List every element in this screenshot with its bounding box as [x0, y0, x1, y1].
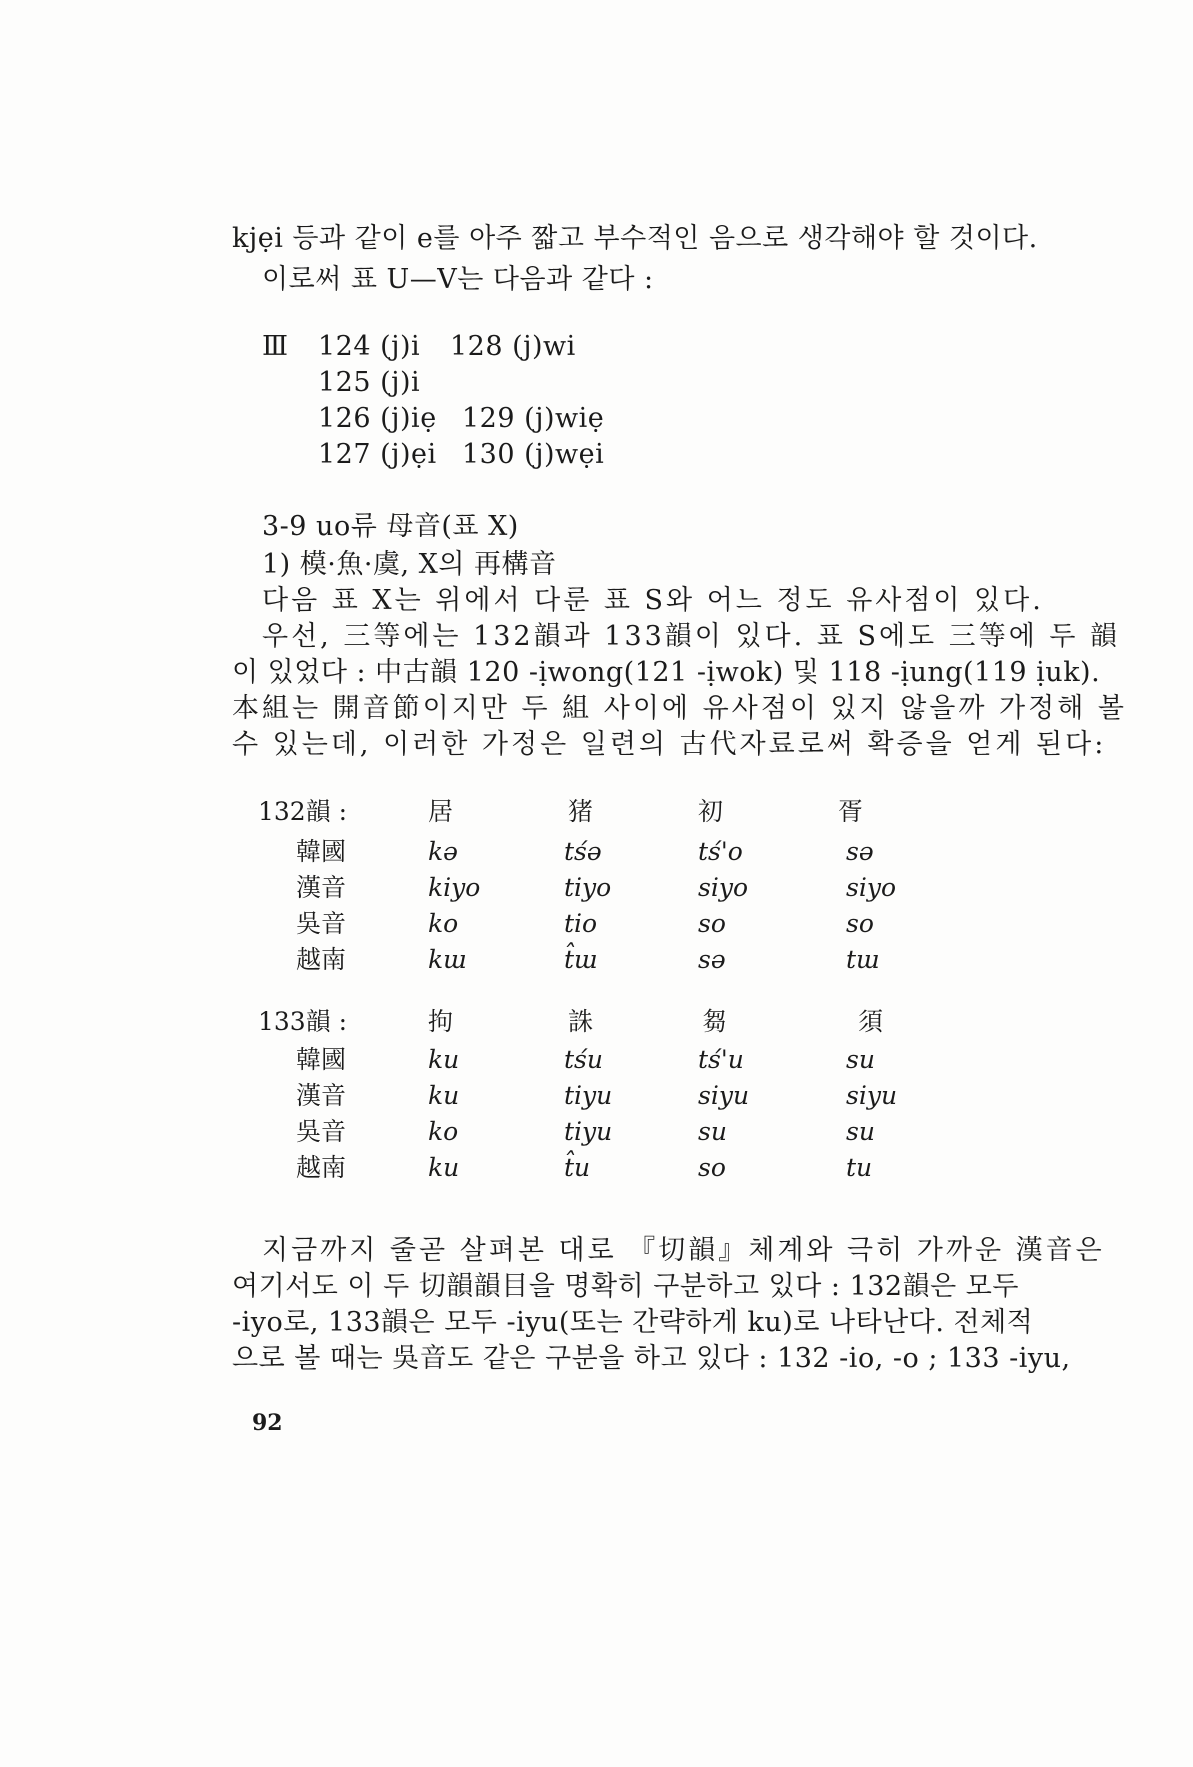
- table-cell: sə: [846, 837, 874, 866]
- table-row-label: 韓國: [296, 1045, 347, 1074]
- list-item: 126 (j)iẹ: [318, 403, 437, 434]
- table-cell: siyo: [846, 873, 896, 902]
- intro-line-1: kjẹi 등과 같이 e를 아주 짧고 부수적인 음으로 생각해야 할 것이다.: [232, 223, 1038, 254]
- table-cell: so: [698, 909, 726, 938]
- table-group-label: 133韻 :: [258, 1007, 348, 1036]
- table-cell: tu: [846, 1153, 873, 1182]
- table-row-label: 吳音: [296, 909, 347, 938]
- table-cell: ko: [428, 1117, 459, 1146]
- table-group-label: 132韻 :: [258, 797, 348, 826]
- table-character: 居: [428, 797, 454, 826]
- table-character: 猪: [568, 797, 594, 826]
- table-cell: tiyo: [564, 873, 612, 902]
- table-cell: t̂u: [564, 1153, 591, 1182]
- table-cell: su: [698, 1117, 727, 1146]
- intro-line-2: 이로써 표 U—V는 다음과 같다 :: [262, 264, 654, 295]
- table-cell: su: [846, 1117, 875, 1146]
- list-item: 129 (j)wiẹ: [462, 403, 605, 434]
- section-subheading: 1) 模·魚·虞, X의 再構音: [262, 549, 557, 580]
- table-cell: ko: [428, 909, 459, 938]
- table-row-label: 越南: [296, 1153, 347, 1182]
- table-cell: kə: [428, 837, 458, 866]
- table-character: 誅: [568, 1007, 594, 1036]
- table-cell: sə: [698, 945, 726, 974]
- list-item: 125 (j)i: [318, 367, 421, 398]
- table-cell: tśu: [564, 1045, 603, 1074]
- table-cell: tśə: [564, 837, 602, 866]
- table-cell: so: [846, 909, 874, 938]
- table-row-label: 韓國: [296, 837, 347, 866]
- paragraph-line: 이 있었다 : 中古韻 120 -ịwong(121 -ịwok) 및 118 -ịung(119 ịuk).: [232, 657, 1101, 688]
- page-number: 92: [252, 1410, 283, 1436]
- table-cell: so: [698, 1153, 726, 1182]
- table-cell: siyu: [698, 1081, 750, 1110]
- table-cell: t̂ɯ: [564, 945, 598, 974]
- table-cell: tio: [564, 909, 598, 938]
- list-roman-numeral: Ⅲ: [262, 331, 289, 362]
- paragraph-line: -iyo로, 133韻은 모두 -iyu(또는 간략하게 ku)로 나타난다. 전체적: [232, 1307, 1034, 1338]
- list-item: 130 (j)wẹi: [462, 439, 605, 470]
- table-character: 初: [698, 797, 724, 826]
- table-row-label: 漢音: [296, 1081, 347, 1110]
- list-item: 124 (j)i: [318, 331, 421, 362]
- paragraph-line: 으로 볼 때는 吳音도 같은 구분을 하고 있다 : 132 -io, -o ; 133 -iyu,: [232, 1343, 1071, 1374]
- table-cell: kiyo: [428, 873, 481, 902]
- table-cell: ku: [428, 1153, 460, 1182]
- paragraph-line: 다음 표 X는 위에서 다룬 표 S와 어느 정도 유사점이 있다.: [262, 585, 1044, 616]
- table-row-label: 吳音: [296, 1117, 347, 1146]
- table-cell: ku: [428, 1081, 460, 1110]
- list-item: 127 (j)ẹi: [318, 439, 437, 470]
- table-character: 芻: [702, 1007, 728, 1036]
- paragraph-line: 本組는 開音節이지만 두 組 사이에 유사점이 있지 않을까 가정해 볼: [232, 693, 1127, 724]
- paragraph-line: 여기서도 이 두 切韻韻目을 명확히 구분하고 있다 : 132韻은 모두: [232, 1271, 1019, 1302]
- table-character: 須: [858, 1007, 884, 1036]
- section-heading: 3-9 uo류 母音(표 X): [262, 511, 519, 542]
- paragraph-line: 지금까지 줄곧 살펴본 대로 『切韻』체계와 극히 가까운 漢音은: [262, 1235, 1105, 1266]
- table-character: 拘: [428, 1007, 454, 1036]
- table-cell: tɯ: [846, 945, 880, 974]
- table-character: 胥: [838, 797, 864, 826]
- table-cell: tiyu: [564, 1117, 613, 1146]
- paragraph-line: 우선, 三等에는 132韻과 133韻이 있다. 표 S에도 三等에 두 韻: [262, 621, 1121, 652]
- table-row-label: 漢音: [296, 873, 347, 902]
- table-cell: tiyu: [564, 1081, 613, 1110]
- table-cell: su: [846, 1045, 875, 1074]
- paragraph-line: 수 있는데, 이러한 가정은 일련의 古代자료로써 확증을 얻게 된다:: [232, 729, 1107, 760]
- table-cell: kɯ: [428, 945, 467, 974]
- table-cell: tś'o: [698, 837, 743, 866]
- table-cell: tś'u: [698, 1045, 744, 1074]
- table-cell: ku: [428, 1045, 460, 1074]
- list-item: 128 (j)wi: [450, 331, 576, 362]
- table-row-label: 越南: [296, 945, 347, 974]
- table-cell: siyo: [698, 873, 748, 902]
- table-cell: siyu: [846, 1081, 898, 1110]
